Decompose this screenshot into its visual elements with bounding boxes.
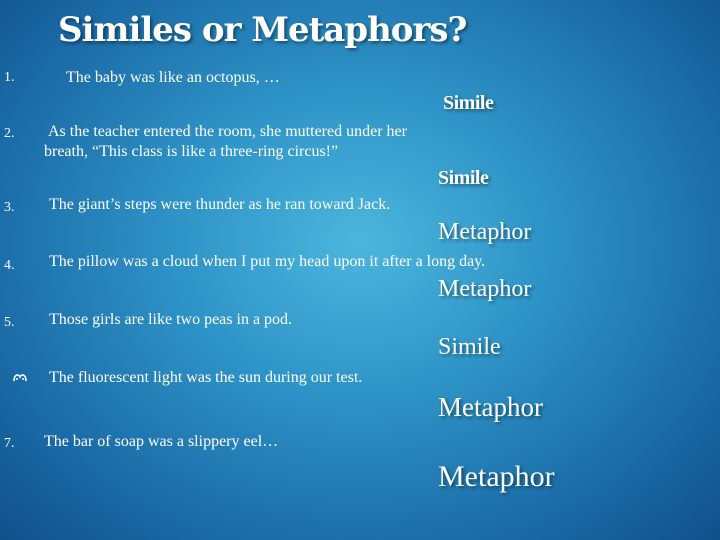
item-5-answer: Simile (438, 334, 501, 360)
slide-title: Similes or Metaphors? (58, 10, 467, 50)
item-7-number: 7. (4, 436, 15, 451)
item-1-number: 1. (4, 70, 15, 85)
item-4-number: 4. (4, 258, 15, 273)
item-4-answer: Metaphor (438, 276, 532, 302)
item-2-answer: Simile (438, 167, 489, 189)
item-3-text: The giant’s steps were thunder as he ran toward Jack. (49, 196, 391, 213)
item-4-text: The pillow was a cloud when I put my head upon it after a long day. (49, 253, 486, 270)
bullet-glyph-icon (12, 371, 28, 383)
item-2-number: 2. (4, 126, 15, 141)
item-7-text: The bar of soap was a slippery eel… (44, 433, 279, 450)
item-1-text: The baby was like an octopus, … (66, 69, 280, 86)
item-5-text: Those girls are like two peas in a pod. (49, 311, 293, 328)
item-2-text-line2: breath, “This class is like a three-ring circus!” (44, 143, 339, 160)
item-1-answer: Simile (443, 92, 494, 114)
item-6-answer: Metaphor (438, 392, 543, 422)
item-7-answer: Metaphor (438, 460, 555, 493)
item-2-text-line1: As the teacher entered the room, she muttered under her (48, 123, 407, 140)
item-3-number: 3. (4, 200, 15, 215)
item-5-number: 5. (4, 315, 15, 330)
item-6-text: The fluorescent light was the sun during our test. (49, 369, 363, 386)
item-3-answer: Metaphor (438, 219, 532, 245)
